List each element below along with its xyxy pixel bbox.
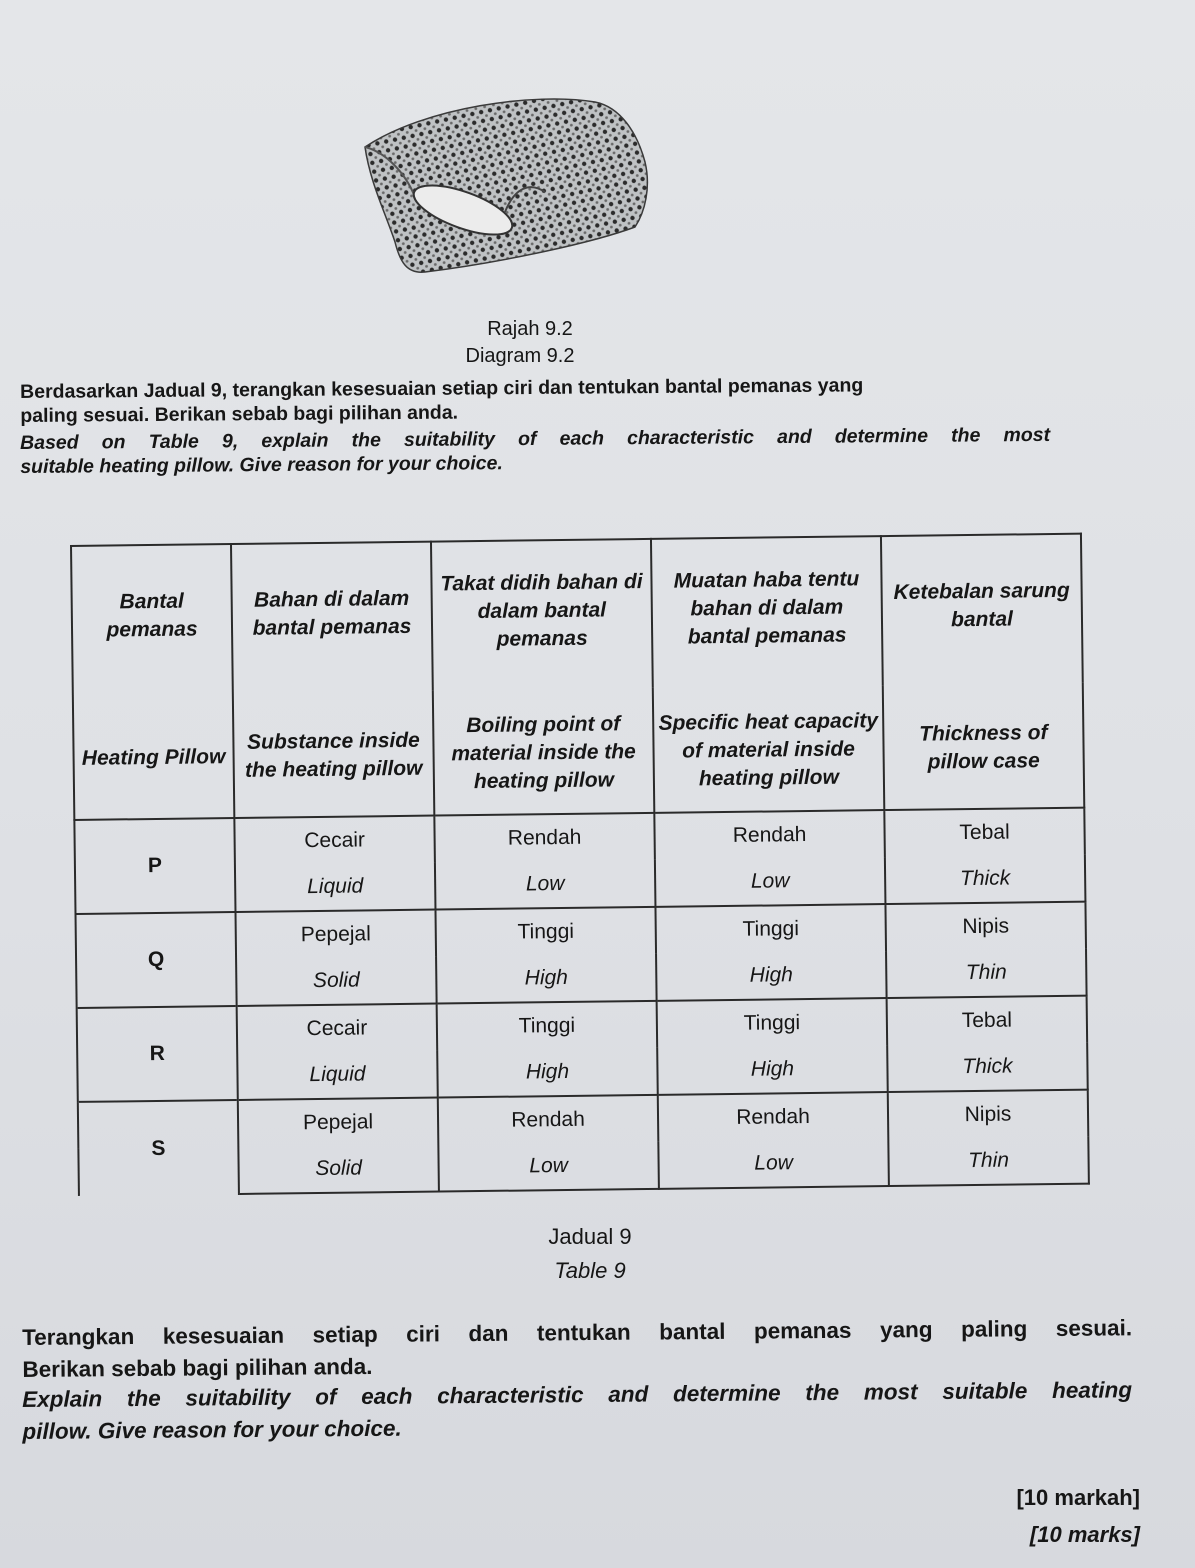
- boiling-en: Low: [438, 1142, 659, 1192]
- thickness-ms: Nipis: [888, 1090, 1089, 1139]
- substance-ms: Cecair: [237, 1004, 438, 1053]
- heat-en: Low: [658, 1139, 889, 1189]
- substance-en: Liquid: [237, 1051, 438, 1100]
- thickness-ms: Tebal: [884, 808, 1085, 857]
- boiling-ms: Tinggi: [437, 1001, 658, 1051]
- heating-pillow-illustration: [345, 92, 665, 292]
- header-en-specific-heat: Specific heat capacity of material inside heating pillow: [653, 685, 885, 813]
- header-ms-boiling-point: Takat didih bahan di dalam bantal pemanas: [431, 539, 653, 691]
- table-caption-en: Table 9: [554, 1258, 626, 1283]
- substance-ms: Pepejal: [235, 910, 436, 959]
- thickness-ms: Tebal: [887, 996, 1088, 1045]
- thickness-en: Thin: [888, 1137, 1089, 1186]
- header-row-malay: [71, 534, 1083, 695]
- intro-english: [20, 423, 1050, 479]
- pillow-id: R: [77, 1006, 238, 1102]
- table-caption-ms: Jadual 9: [548, 1224, 632, 1249]
- substance-en: Liquid: [235, 863, 436, 912]
- header-en-pillow: Heating Pillow: [73, 693, 235, 820]
- heating-pillow-image: [345, 92, 665, 292]
- question-english-line-2: pillow. Give reason for your choice.: [22, 1415, 402, 1444]
- boiling-ms: Tinggi: [435, 907, 656, 957]
- intro-english-line-2: suitable heating pillow. Give reason for your choice.: [20, 452, 503, 478]
- comparison-table: [70, 533, 1090, 1197]
- header-ms-thickness: Ketebalan sarung bantal: [881, 534, 1083, 685]
- thickness-en: Thin: [886, 949, 1087, 998]
- thickness-en: Thick: [887, 1043, 1088, 1092]
- header-en-thickness: Thickness of pillow case: [883, 683, 1085, 810]
- table-9: [70, 533, 1088, 1195]
- figure-caption-ms: Rajah 9.2: [487, 318, 573, 340]
- intro-malay: [20, 372, 1050, 428]
- header-en-boiling-point: Boiling point of material inside the heating pillow: [433, 688, 655, 816]
- heat-ms: Rendah: [654, 810, 885, 860]
- figure-caption-en: Diagram 9.2: [465, 345, 575, 367]
- pillow-id: Q: [76, 912, 237, 1008]
- boiling-en: Low: [435, 860, 656, 910]
- heat-ms: Rendah: [658, 1092, 889, 1142]
- substance-ms: Cecair: [234, 816, 435, 865]
- thickness-en: Thick: [885, 855, 1086, 904]
- boiling-ms: Rendah: [434, 813, 655, 863]
- intro-english-line-1: Based on Table 9, explain the suitability of each characteristic and determine the most: [20, 423, 1051, 454]
- header-ms-substance: Bahan di dalam bantal pemanas: [231, 542, 433, 693]
- substance-en: Solid: [236, 957, 437, 1006]
- pillow-id: P: [74, 818, 235, 914]
- intro-malay-line-2: paling sesuai. Berikan sebab bagi pilihan anda.: [20, 401, 459, 427]
- marks-en: [10 marks]: [1029, 1522, 1140, 1547]
- question-malay-line-1: Terangkan kesesuaian setiap ciri dan tentukan bantal pemanas yang paling sesuai.: [22, 1315, 1133, 1350]
- header-ms-specific-heat: Muatan haba tentu bahan di dalam bantal pemanas: [651, 536, 883, 688]
- question-english-line-1: Explain the suitability of each characteristic and determine the most suitable heating: [22, 1377, 1133, 1412]
- heat-ms: Tinggi: [655, 904, 886, 954]
- header-en-substance: Substance inside the heating pillow: [233, 691, 435, 818]
- boiling-en: High: [437, 1048, 658, 1098]
- question-malay-line-2: Berikan sebab bagi pilihan anda.: [22, 1353, 373, 1382]
- thickness-ms: Nipis: [885, 902, 1086, 951]
- substance-en: Solid: [238, 1145, 439, 1194]
- boiling-en: High: [436, 954, 657, 1004]
- heat-en: Low: [655, 857, 886, 907]
- intro-malay-line-1: Berdasarkan Jadual 9, terangkan kesesuaian setiap ciri dan tentukan bantal pemanas yang: [20, 374, 864, 403]
- header-row-english: [73, 683, 1084, 820]
- heat-en: High: [656, 951, 887, 1001]
- pillow-id: S: [78, 1100, 239, 1196]
- heat-en: High: [657, 1045, 888, 1095]
- substance-ms: Pepejal: [238, 1098, 439, 1147]
- boiling-ms: Rendah: [438, 1095, 659, 1145]
- heat-ms: Tinggi: [657, 998, 888, 1048]
- question-english: [22, 1374, 1133, 1448]
- marks-ms: [10 markah]: [1016, 1485, 1140, 1510]
- header-ms-pillow: Bantal pemanas: [71, 544, 233, 695]
